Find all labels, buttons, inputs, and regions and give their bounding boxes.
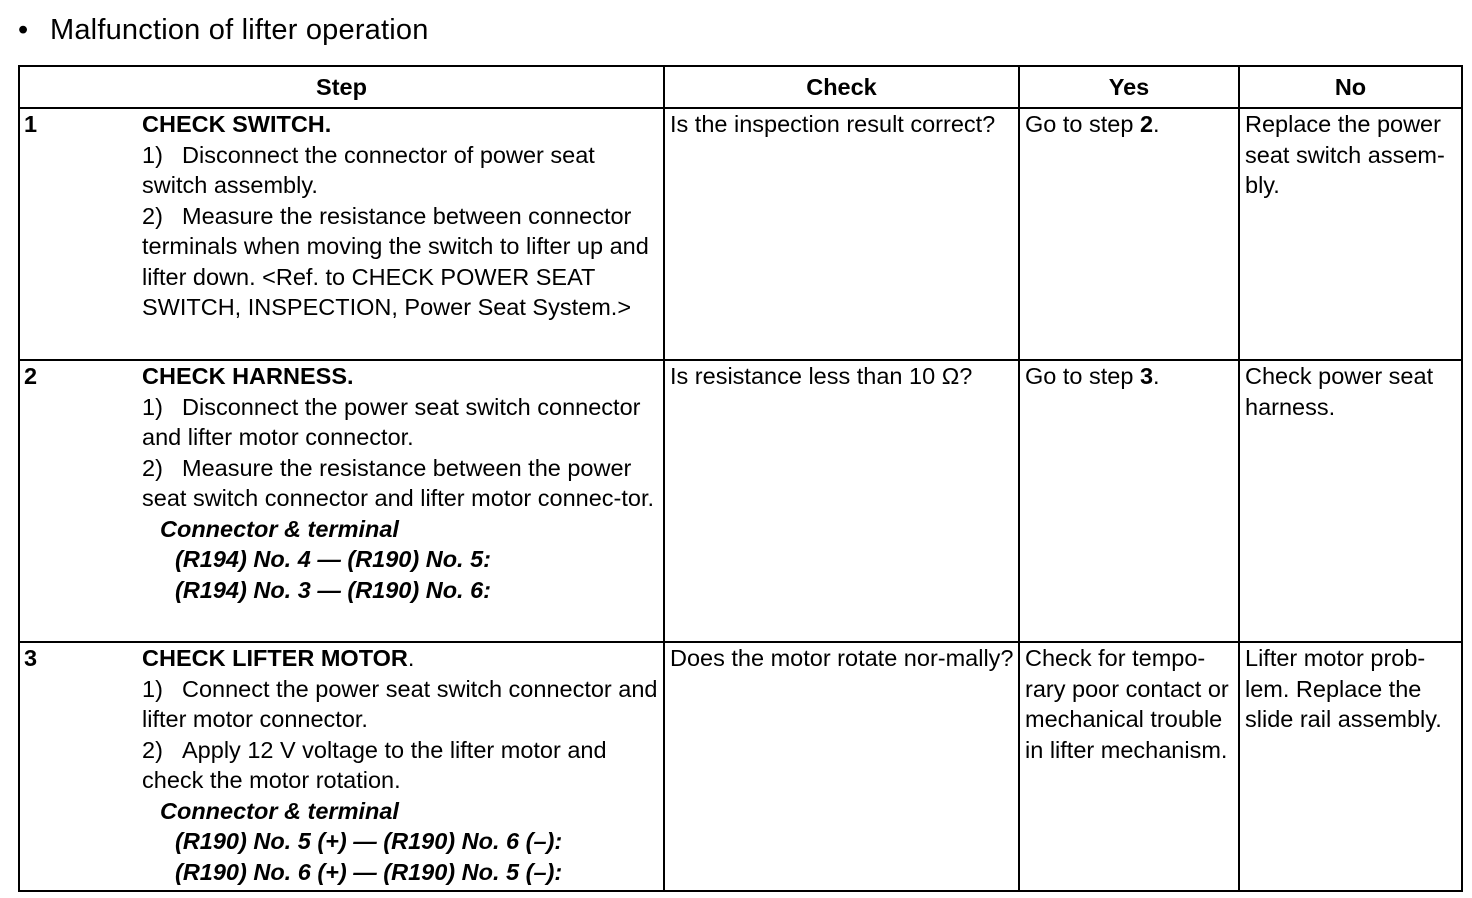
- table-header-row: [19, 66, 1462, 108]
- step-cell: [19, 642, 664, 891]
- step-substep: 2) Apply 12 V voltage to the lifter motor and check the motor rotation.: [142, 736, 607, 793]
- connector-terminal-label: Connector & terminal: [160, 797, 399, 824]
- step-title: CHECK SWITCH.: [142, 111, 332, 137]
- header-check: Check: [664, 66, 1019, 108]
- table-row: [19, 360, 1462, 642]
- step-cell: [19, 360, 664, 642]
- header-no: No: [1239, 66, 1462, 108]
- header-step: Step: [19, 66, 664, 108]
- check-cell: Is resistance less than 10 Ω?: [664, 360, 1019, 642]
- no-cell: Lifter motor prob-lem. Replace the slide rail assembly.: [1239, 642, 1462, 891]
- yes-cell: Go to step 3.: [1019, 360, 1239, 642]
- step-title: CHECK LIFTER MOTOR.: [142, 645, 415, 671]
- step-substep: 1) Connect the power seat switch connector and lifter motor connector.: [142, 675, 658, 732]
- table-row: [19, 642, 1462, 891]
- step-cell: [19, 108, 664, 360]
- bullet-icon: •: [18, 14, 29, 46]
- step-substep: 2) Measure the resistance between the power seat switch connector and lifter motor connec-tor.: [142, 454, 655, 511]
- step-number: 1: [24, 111, 38, 137]
- step-number: 3: [24, 645, 38, 671]
- check-cell: Does the motor rotate nor-mally?: [664, 642, 1019, 891]
- header-yes: Yes: [1019, 66, 1239, 108]
- diagnosis-table: [18, 65, 1463, 892]
- step-title: CHECK HARNESS.: [142, 363, 354, 389]
- step-substep: 2) Measure the resistance between connector terminals when moving the switch to lifter up and lifter down. <Ref. to CHECK POWER SEAT SWITCH, INSPECTION, Power Seat System.>: [142, 202, 649, 320]
- section-heading: [18, 12, 429, 48]
- connector-terminal-label: Connector & terminal: [160, 515, 399, 542]
- step-number: 2: [24, 363, 38, 389]
- connector-terminal-line: (R190) No. 6 (+) — (R190) No. 5 (–):: [175, 858, 563, 885]
- connector-terminal-line: (R194) No. 3 — (R190) No. 6:: [175, 576, 492, 603]
- yes-cell: Go to step 2.: [1019, 108, 1239, 360]
- check-cell: Is the inspection result correct?: [664, 108, 1019, 360]
- yes-cell: Check for tempo-rary poor contact or mechanical trouble in lifter mechanism.: [1019, 642, 1239, 891]
- heading-title: Malfunction of lifter operation: [50, 14, 429, 46]
- connector-terminal-line: (R190) No. 5 (+) — (R190) No. 6 (–):: [175, 828, 563, 854]
- table-row: [19, 108, 1462, 360]
- step-substep: 1) Disconnect the connector of power seat switch assembly.: [142, 141, 595, 198]
- connector-terminal-line: (R194) No. 4 — (R190) No. 5:: [175, 546, 492, 572]
- step-substep: 1) Disconnect the power seat switch connector and lifter motor connector.: [142, 393, 641, 450]
- no-cell: Replace the power seat switch assem-bly.: [1239, 108, 1462, 360]
- no-cell: Check power seat harness.: [1239, 360, 1462, 642]
